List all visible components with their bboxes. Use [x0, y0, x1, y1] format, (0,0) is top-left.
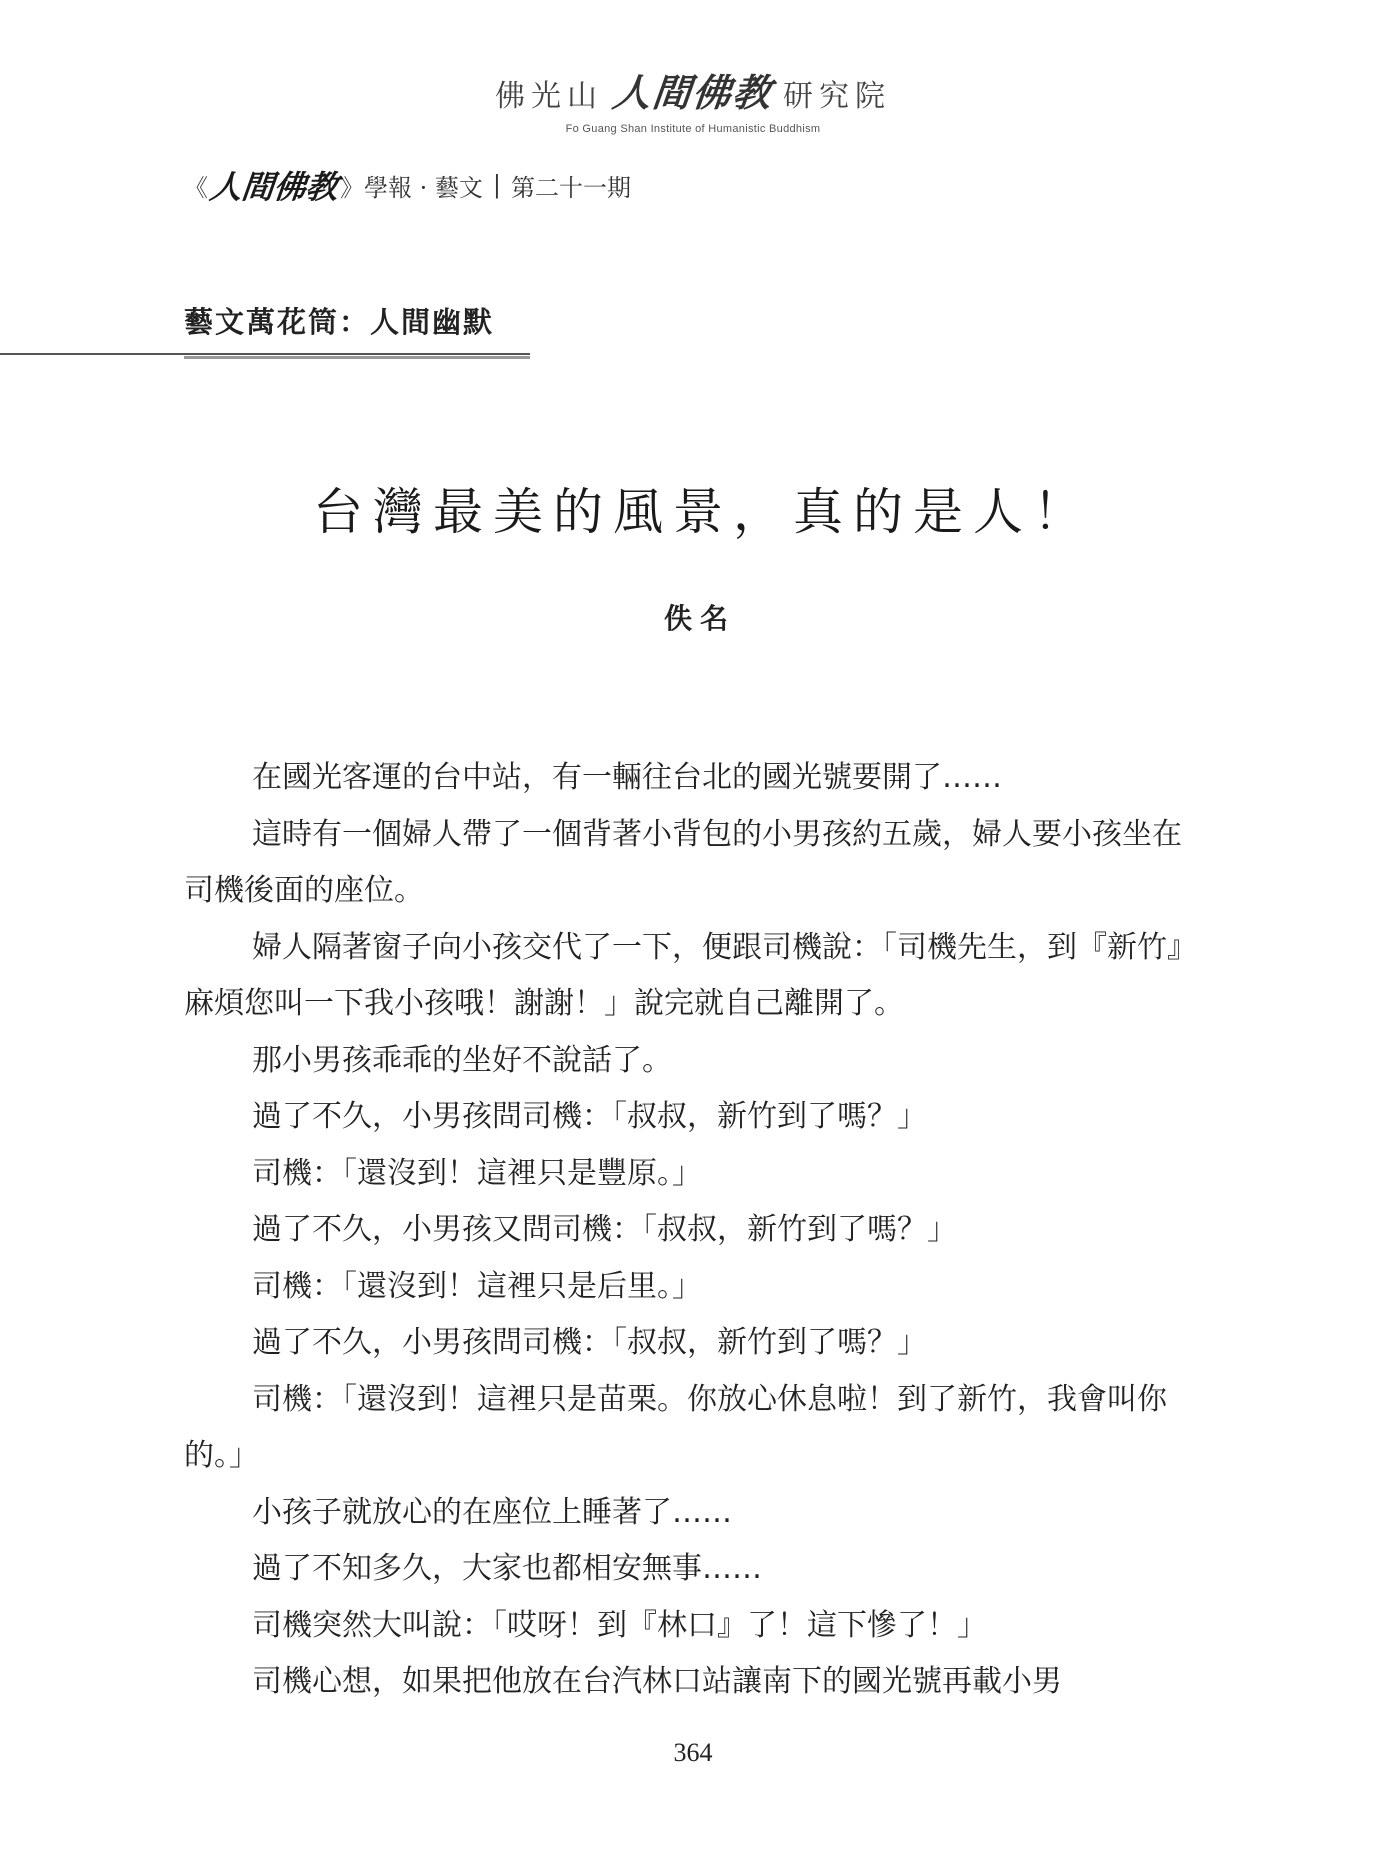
journal-close-bracket: 》 [340, 173, 365, 202]
journal-open-bracket: 《 [184, 173, 208, 202]
body-paragraph: 在國光客運的台中站，有一輛往台北的國光號要開了…… [252, 760, 1002, 795]
institute-logo: 人間佛教 [610, 71, 775, 115]
body-paragraph: 小孩子就放心的在座位上睡著了…… [252, 1494, 732, 1530]
section-underline [184, 356, 530, 359]
body-paragraph: 這時有一個婦人帶了一個背著小背包的小男孩約五歲，婦人要小孩坐在司機後面的座位。 [184, 816, 1182, 908]
journal-logo: 人間佛教 [207, 168, 340, 206]
journal-running-header [184, 162, 631, 208]
article-author: 佚名 [663, 602, 736, 635]
section-divider [0, 353, 530, 355]
body-paragraph: 司機心想，如果把他放在台汽林口站讓南下的國光號再載小男 [252, 1664, 1062, 1699]
section-heading: 藝文萬花筒：人間幽默 [184, 305, 495, 339]
body-paragraph: 婦人隔著窗子向小孩交代了一下，便跟司機說：「司機先生，到『新竹』麻煩您叫一下我小孩哦！謝謝！」說完就自己離開了。 [184, 929, 1182, 1021]
article-body [184, 750, 1184, 1711]
body-paragraph: 過了不久，小男孩又問司機：「叔叔，新竹到了嗎？」 [252, 1212, 957, 1247]
institute-english-name: Fo Guang Shan Institute of Humanistic Buddhism [565, 123, 821, 135]
institute-header [0, 62, 1386, 135]
journal-issue: 第二十一期 [511, 173, 631, 202]
body-paragraph: 過了不久，小男孩問司機：「叔叔，新竹到了嗎？」 [252, 1325, 927, 1360]
journal-section: 學報 · 藝文 [364, 173, 483, 202]
body-paragraph: 司機：「還沒到！這裡只是后里。」 [252, 1268, 702, 1304]
institute-prefix: 佛光山 [494, 79, 603, 114]
body-paragraph: 司機：「還沒到！這裡只是苗栗。你放心休息啦！到了新竹，我會叫你的。」 [184, 1381, 1167, 1473]
journal-separator: | [492, 171, 501, 199]
institute-suffix: 研究院 [783, 79, 891, 114]
body-paragraph: 過了不久，小男孩問司機：「叔叔，新竹到了嗎？」 [252, 1099, 927, 1134]
article-title: 台灣最美的風景，真的是人！ [313, 483, 1093, 541]
body-paragraph: 司機突然大叫說：「哎呀！到『林口』了！這下慘了！」 [252, 1607, 987, 1643]
page-number: 364 [673, 1738, 713, 1767]
body-paragraph: 那小男孩乖乖的坐好不說話了。 [252, 1042, 672, 1078]
institute-name [495, 62, 891, 117]
body-paragraph: 司機：「還沒到！這裡只是豐原。」 [252, 1155, 702, 1191]
body-paragraph: 過了不知多久，大家也都相安無事…… [252, 1551, 762, 1586]
